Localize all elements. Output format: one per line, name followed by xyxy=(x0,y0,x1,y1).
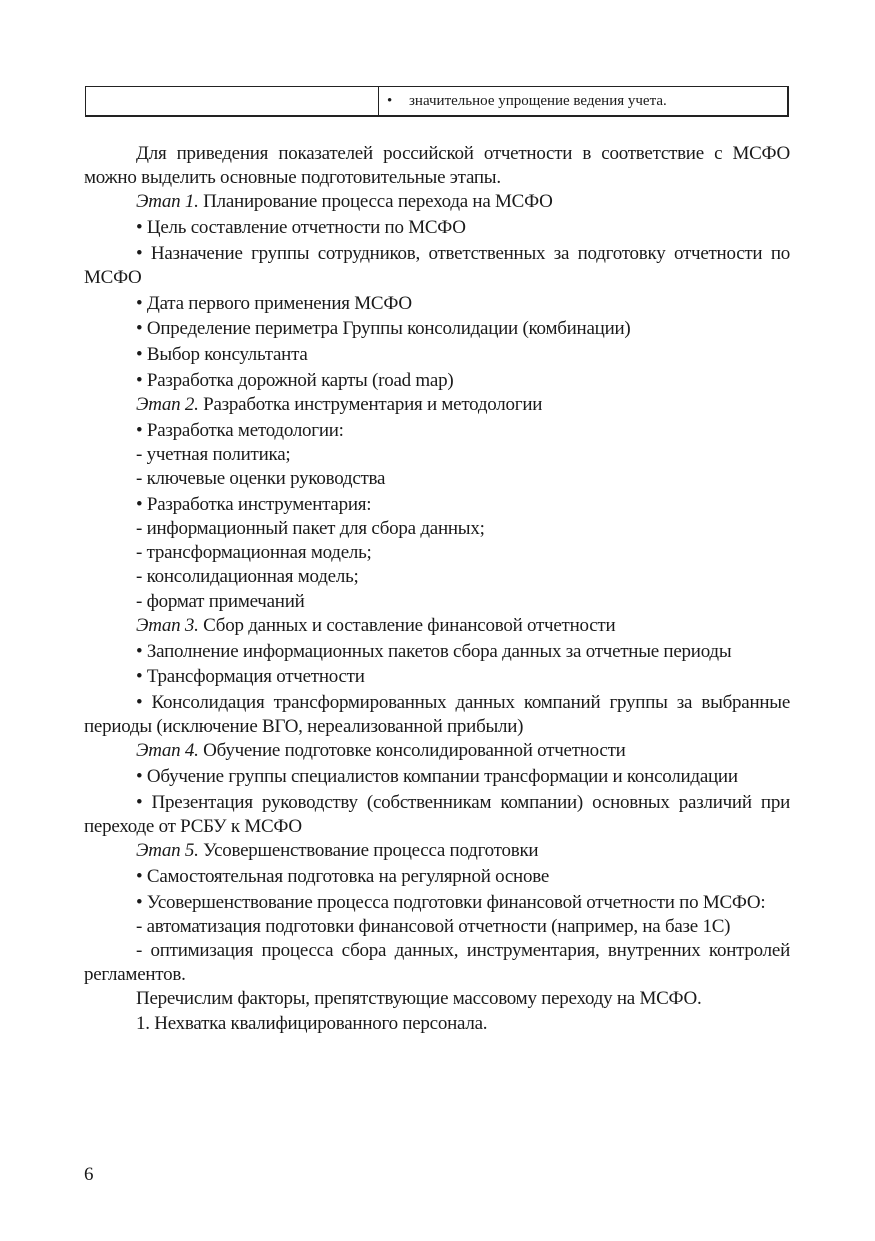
paragraph xyxy=(84,467,790,491)
paragraph-text: Для приведения показателей российской отчетности в соответствие с МСФО можно выделить основные подготовительные этапы. xyxy=(84,143,790,189)
paragraph-text: • Разработка методологии: xyxy=(136,419,344,441)
paragraph-text: • Цель составление отчетности по МСФО xyxy=(136,217,466,239)
stage-label: Этап 4. xyxy=(136,740,199,762)
paragraph-text: • Обучение группы специалистов компании трансформации и консолидации xyxy=(136,766,738,788)
paragraph xyxy=(84,691,790,739)
stage-label: Этап 3. xyxy=(136,614,199,636)
stage-label: Этап 1. xyxy=(136,191,199,213)
paragraph-text: - трансформационная модель; xyxy=(136,542,372,564)
paragraph xyxy=(84,665,790,689)
paragraph-text: • Выбор консультанта xyxy=(136,344,308,366)
paragraph-text: Усовершенствование процесса подготовки xyxy=(198,840,539,862)
table-cell-left xyxy=(86,87,379,115)
table-cell-text: значительное упрощение ведения учета. xyxy=(409,93,667,109)
paragraph-text: • Самостоятельная подготовка на регулярной основе xyxy=(136,865,550,887)
paragraph-text: • Определение периметра Группы консолидации (комбинации) xyxy=(136,318,631,340)
paragraph-text: Планирование процесса перехода на МСФО xyxy=(198,191,553,213)
stage-heading xyxy=(84,393,790,417)
paragraph-text: - автоматизация подготовки финансовой отчетности (например, на базе 1С) xyxy=(136,915,731,937)
paragraph xyxy=(84,1012,790,1036)
paragraph xyxy=(84,369,790,393)
paragraph-text: • Заполнение информационных пакетов сбора данных за отчетные периоды xyxy=(136,640,732,662)
paragraph-text: - формат примечаний xyxy=(136,590,305,612)
paragraph xyxy=(84,565,790,589)
paragraph-text: • Усовершенствование процесса подготовки финансовой отчетности по МСФО: xyxy=(136,891,766,913)
paragraph-text: Разработка инструментария и методологии xyxy=(198,394,543,416)
page-number: 6 xyxy=(84,1164,94,1185)
paragraph xyxy=(84,865,790,889)
paragraph-text: Обучение подготовке консолидированной отчетности xyxy=(198,740,626,762)
document-body xyxy=(84,142,790,1036)
paragraph xyxy=(84,419,790,443)
paragraph-text: • Дата первого применения МСФО xyxy=(136,292,412,314)
paragraph-text: Перечислим факторы, препятствующие массовому переходу на МСФО. xyxy=(136,988,702,1010)
paragraph xyxy=(84,343,790,367)
bullet: • xyxy=(387,93,393,109)
paragraph-text: • Разработка инструментария: xyxy=(136,493,372,515)
stage-label: Этап 5. xyxy=(136,840,199,862)
table-fragment xyxy=(85,86,789,117)
paragraph-text: - информационный пакет для сбора данных; xyxy=(136,518,485,540)
paragraph xyxy=(84,987,790,1011)
stage-label: Этап 2. xyxy=(136,394,199,416)
paragraph xyxy=(84,765,790,789)
paragraph-text: 1. Нехватка квалифицированного персонала. xyxy=(136,1012,488,1034)
paragraph-text: Сбор данных и составление финансовой отчетности xyxy=(198,614,616,636)
paragraph xyxy=(84,640,790,664)
paragraph xyxy=(84,590,790,614)
paragraph-text: - учетная политика; xyxy=(136,443,291,465)
paragraph-text: • Презентация руководству (собственникам компании) основных различий при переходе от РСБУ к МСФО xyxy=(84,791,790,837)
paragraph xyxy=(84,915,790,939)
stage-heading xyxy=(84,614,790,638)
stage-heading xyxy=(84,190,790,214)
stage-heading xyxy=(84,739,790,763)
paragraph xyxy=(84,541,790,565)
paragraph xyxy=(84,317,790,341)
stage-heading xyxy=(84,839,790,863)
paragraph-text: • Консолидация трансформированных данных компаний группы за выбранные периоды (исключение ВГО, нереализованной прибыли) xyxy=(84,691,790,738)
paragraph-text: - ключевые оценки руководства xyxy=(136,468,386,490)
paragraph xyxy=(84,443,790,467)
paragraph xyxy=(84,216,790,240)
paragraph xyxy=(84,142,790,190)
paragraph-text: - консолидационная модель; xyxy=(136,566,359,588)
paragraph xyxy=(84,242,790,290)
paragraph-text: - оптимизация процесса сбора данных, инструментария, внутренних контролей регламентов. xyxy=(84,940,790,986)
paragraph-text: • Трансформация отчетности xyxy=(136,666,365,688)
paragraph xyxy=(84,292,790,316)
paragraph xyxy=(84,939,790,987)
paragraph xyxy=(84,517,790,541)
table-cell-right xyxy=(379,87,787,115)
paragraph xyxy=(84,891,790,915)
paragraph-text: • Разработка дорожной карты (road map) xyxy=(136,369,454,391)
paragraph xyxy=(84,493,790,517)
paragraph xyxy=(84,791,790,839)
paragraph-text: • Назначение группы сотрудников, ответственных за подготовку отчетности по МСФО xyxy=(84,242,790,289)
